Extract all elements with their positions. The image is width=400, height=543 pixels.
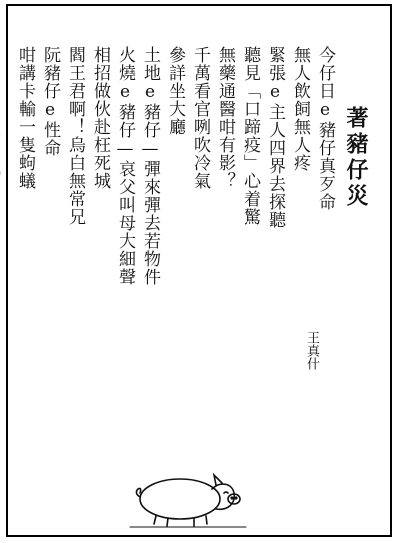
pig-eye <box>224 492 228 493</box>
poem-author: 王真什 <box>304 331 319 370</box>
poem-line-10: 相招做伙赴枉死城 <box>90 46 110 190</box>
poem-line-5: 無藥通醫咁有影？ <box>215 46 235 190</box>
poem-line-11: 閻王君啊！烏白無常兄 <box>65 46 85 226</box>
poem-line-1: 今仔日e豬仔真歹命 <box>315 46 335 211</box>
poem-line-13: 咁講卡輸一隻蚼蟻 <box>15 46 35 190</box>
source-note <box>0 46 3 254</box>
poem-line-7: 參詳坐大廳 <box>165 46 185 136</box>
pig-head <box>212 484 234 509</box>
poem-line-8: 土地e豬仔—彈來彈去若物件 <box>140 46 160 286</box>
pig-body <box>140 479 220 519</box>
poem-title: 著豬仔災 <box>343 106 369 210</box>
page-frame <box>6 4 392 537</box>
poem-line-4: 聽見「口蹄疫」心着驚 <box>240 46 260 226</box>
poem-line-9: 火燒e豬仔—哀父叫母大細聲 <box>115 46 135 286</box>
poem-line-3: 緊張e主人四界去探聽 <box>265 46 285 229</box>
poem-line-6: 千萬看官咧吹冷氣 <box>190 46 210 190</box>
pig-illustration <box>128 461 248 531</box>
poem-line-2: 無人飲飼無人疼 <box>290 46 310 172</box>
poem-line-12: 阮豬仔e性命 <box>40 46 60 157</box>
